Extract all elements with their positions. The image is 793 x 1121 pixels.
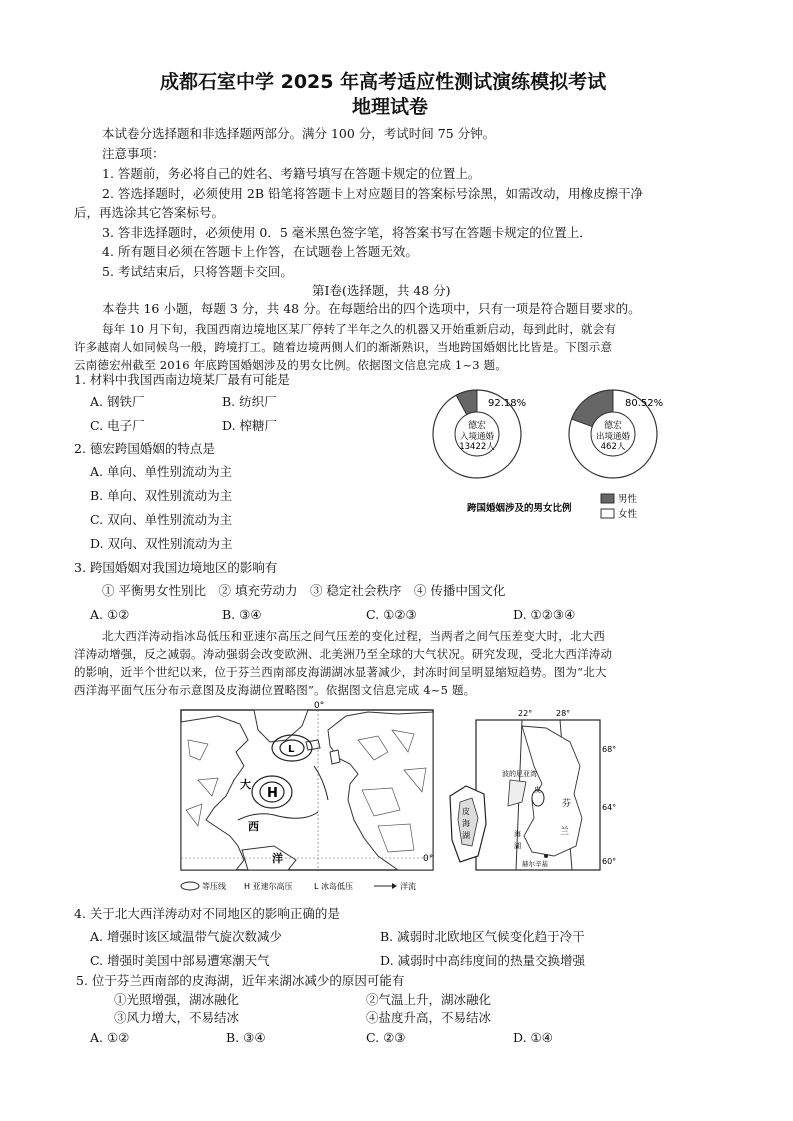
legend-low: L 冰岛低压 — [314, 882, 353, 891]
q2-option-c: C. 双向、单性别流动为主 — [90, 512, 233, 527]
q5-item-3: ③风力增大，不易结冰 — [114, 1010, 240, 1025]
pie1-label-3: 13422人 — [459, 442, 495, 452]
map2-lat64: 64° — [602, 803, 617, 812]
passage2-line: 北大西洋涛动指冰岛低压和亚速尔高压之间气压差的变化过程，当两者之间气压差变大时，北大西 — [102, 629, 606, 643]
q4-option-d: D. 减弱时中高纬度间的热量交换增强 — [380, 953, 586, 968]
notice-2a: 2. 答选择题时，必须使用 2B 铅笔将答题卡上对应题目的答案标号涂黑，如需改动，用橡皮擦干净 — [102, 186, 643, 201]
exam-title: 成都石室中学 2025 年高考适应性测试演练模拟考试 — [160, 71, 607, 93]
map2-lon28: 28° — [556, 709, 571, 718]
legend-current-arrow — [392, 883, 397, 889]
low-pressure-label: L — [288, 744, 295, 755]
q4-stem: 4. 关于北大西洋涛动对不同地区的影响正确的是 — [74, 906, 340, 921]
q2-option-d: D. 双向、双性别流动为主 — [90, 536, 233, 551]
legend-male-swatch — [601, 494, 614, 503]
exam-subtitle: 地理试卷 — [352, 96, 429, 118]
marriage-pie-figure — [425, 378, 685, 528]
q1-option-a: A. 钢铁厂 — [90, 394, 145, 409]
q3-option-d: D. ①②③④ — [513, 607, 576, 622]
passage2-line: 西洋海平面气压分布示意图及皮海湖位置略图”。依据图文信息完成 4~5 题。 — [74, 683, 476, 697]
pie-inbound — [433, 390, 526, 478]
north-atlantic-pressure-map — [178, 700, 440, 896]
q5-option-a: A. ①② — [90, 1030, 130, 1045]
legend-isobar: 等压线 — [202, 882, 226, 891]
q4-option-b: B. 减弱时北欧地区气候变化趋于冷干 — [380, 929, 585, 944]
legend-isobar-symbol — [181, 882, 199, 890]
pie1-label-1: 德宏 — [467, 421, 487, 431]
helsinki-dot — [544, 854, 548, 858]
q4-option-c: C. 增强时美国中部易遭寒潮天气 — [90, 953, 270, 968]
q5-option-b: B. ③④ — [226, 1030, 266, 1045]
map1-lon0: 0° — [314, 701, 325, 711]
notice-4: 4. 所有题目必须在答题卡上作答，在试题卷上答题无效。 — [102, 244, 418, 259]
q2-option-a: A. 单向、单性别流动为主 — [90, 464, 232, 479]
legend-female-label: 女性 — [618, 509, 638, 520]
finland-char-fen: 芬 — [562, 799, 572, 809]
passage1-line: 每年 10 月下旬，我国西南边境地区某厂停转了半年之久的机器又开始重新启动，每到此时，就会有 — [102, 322, 617, 336]
intro-line: 本试卷分选择题和非选择题两部分。满分 100 分，考试时间 75 分钟。 — [102, 126, 496, 141]
passage1-line: 许多越南人如同候鸟一般，跨境打工。随着边境两侧人们的渐渐熟识，当地跨国婚姻比比皆是。下图示意 — [74, 340, 613, 354]
ocean-char-xi: 西 — [248, 820, 259, 833]
lake-mark-hu: 湖 — [514, 842, 521, 850]
q5-stem: 5. 位于芬兰西南部的皮海湖，近年来湖冰减少的原因可能有 — [76, 973, 405, 988]
high-pressure-label: H — [267, 786, 278, 801]
q5-item-2: ②气温上升，湖冰融化 — [366, 992, 492, 1007]
q3-option-b: B. ③④ — [222, 607, 262, 622]
passage2-line: 洋涛动增强，反之减弱。涛动强弱会改变欧洲、北美洲乃至全球的大气状况。研究发现，受北大西洋涛动 — [74, 647, 613, 661]
pie2-label-3: 462人 — [600, 442, 626, 452]
lake-char-pi: 皮 — [462, 807, 470, 816]
q3-option-c: C. ①②③ — [366, 607, 417, 622]
notice-5: 5. 考试结束后，只将答题卡交回。 — [102, 264, 293, 279]
section-desc: 本卷共 16 小题，每题 3 分，共 48 分。在每题给出的四个选项中，只有一项是符合题目要求的。 — [102, 301, 641, 316]
pie1-percent: 92.18% — [488, 398, 527, 409]
q1-option-c: C. 电子厂 — [90, 418, 145, 433]
q1-option-b: B. 纺织厂 — [222, 394, 277, 409]
pie-caption: 跨国婚姻涉及的男女比例 — [467, 503, 572, 514]
gulf-label: 波的尼亚湾 — [502, 770, 537, 778]
legend-high: H 亚速尔高压 — [244, 882, 293, 891]
q5-item-1: ①光照增强，湖冰融化 — [114, 992, 240, 1007]
q1-option-d: D. 榨糖厂 — [222, 418, 278, 433]
notice-title: 注意事项： — [102, 146, 165, 161]
helsinki-label: 赫尔辛基 — [522, 860, 548, 868]
q2-stem: 2. 德宏跨国婚姻的特点是 — [74, 441, 215, 456]
q1-stem: 1. 材料中我国西南边境某厂最有可能是 — [74, 372, 290, 387]
pie2-label-2: 出境通婚 — [595, 432, 631, 442]
q5-option-d: D. ①④ — [513, 1030, 553, 1045]
map1-lat0: 0° — [423, 854, 434, 864]
pie-outbound — [569, 390, 663, 478]
q3-items: ① 平衡男女性别比 ② 填充劳动力 ③ 稳定社会秩序 ④ 传播中国文化 — [102, 583, 506, 598]
legend-male-label: 男性 — [618, 494, 638, 505]
uk-land — [330, 750, 340, 764]
q4-option-a: A. 增强时该区域温带气旋次数减少 — [90, 929, 282, 944]
finland-lake-map — [442, 706, 622, 876]
q2-option-b: B. 单向、双性别流动为主 — [90, 488, 233, 503]
notice-2b: 后，再选涂其它答案标号。 — [74, 205, 225, 220]
passage1-line: 云南德宏州截至 2016 年底跨国婚姻涉及的男女比例。依据图文信息完成 1~3 题。 — [74, 358, 508, 372]
map2-lat60: 60° — [602, 857, 617, 866]
lake-mark-pi: 皮 — [534, 786, 541, 794]
finland-char-lan: 兰 — [560, 827, 570, 837]
ocean-char-da: 大 — [240, 778, 251, 791]
legend-current: 洋流 — [400, 882, 416, 891]
pie2-label-1: 德宏 — [603, 421, 623, 431]
iceland-land — [306, 740, 320, 750]
pie2-percent: 80.52% — [625, 398, 664, 409]
q3-stem: 3. 跨国婚姻对我国边境地区的影响有 — [74, 560, 278, 575]
notice-3: 3. 答非选择题时，必须使用 0．5 毫米黑色签字笔，将答案书写在答题卡规定的位置上． — [102, 225, 592, 240]
pie1-label-2: 入境通婚 — [459, 432, 495, 442]
q3-option-a: A. ①② — [90, 607, 130, 622]
legend-female-swatch — [601, 509, 614, 518]
ocean-char-yang: 洋 — [272, 852, 283, 865]
lake-mark-hai: 海 — [514, 830, 521, 838]
map2-lon22: 22° — [518, 709, 533, 718]
q5-option-c: C. ②③ — [366, 1030, 406, 1045]
lake-char-hai: 海 — [462, 819, 470, 828]
q5-item-4: ④盐度升高，不易结冰 — [366, 1010, 492, 1025]
section-title: 第Ⅰ卷(选择题，共 48 分) — [312, 283, 451, 298]
lake-char-hu: 湖 — [462, 831, 470, 840]
map2-lat68: 68° — [602, 745, 617, 754]
passage2-line: 的影响，近半个世纪以来，位于芬兰西南部皮海湖湖冰显著减少，封冻时间呈明显缩短趋势。图为“北大 — [74, 665, 607, 679]
notice-1: 1. 答题前，务必将自己的姓名、考籍号填写在答题卡规定的位置上。 — [102, 166, 481, 181]
